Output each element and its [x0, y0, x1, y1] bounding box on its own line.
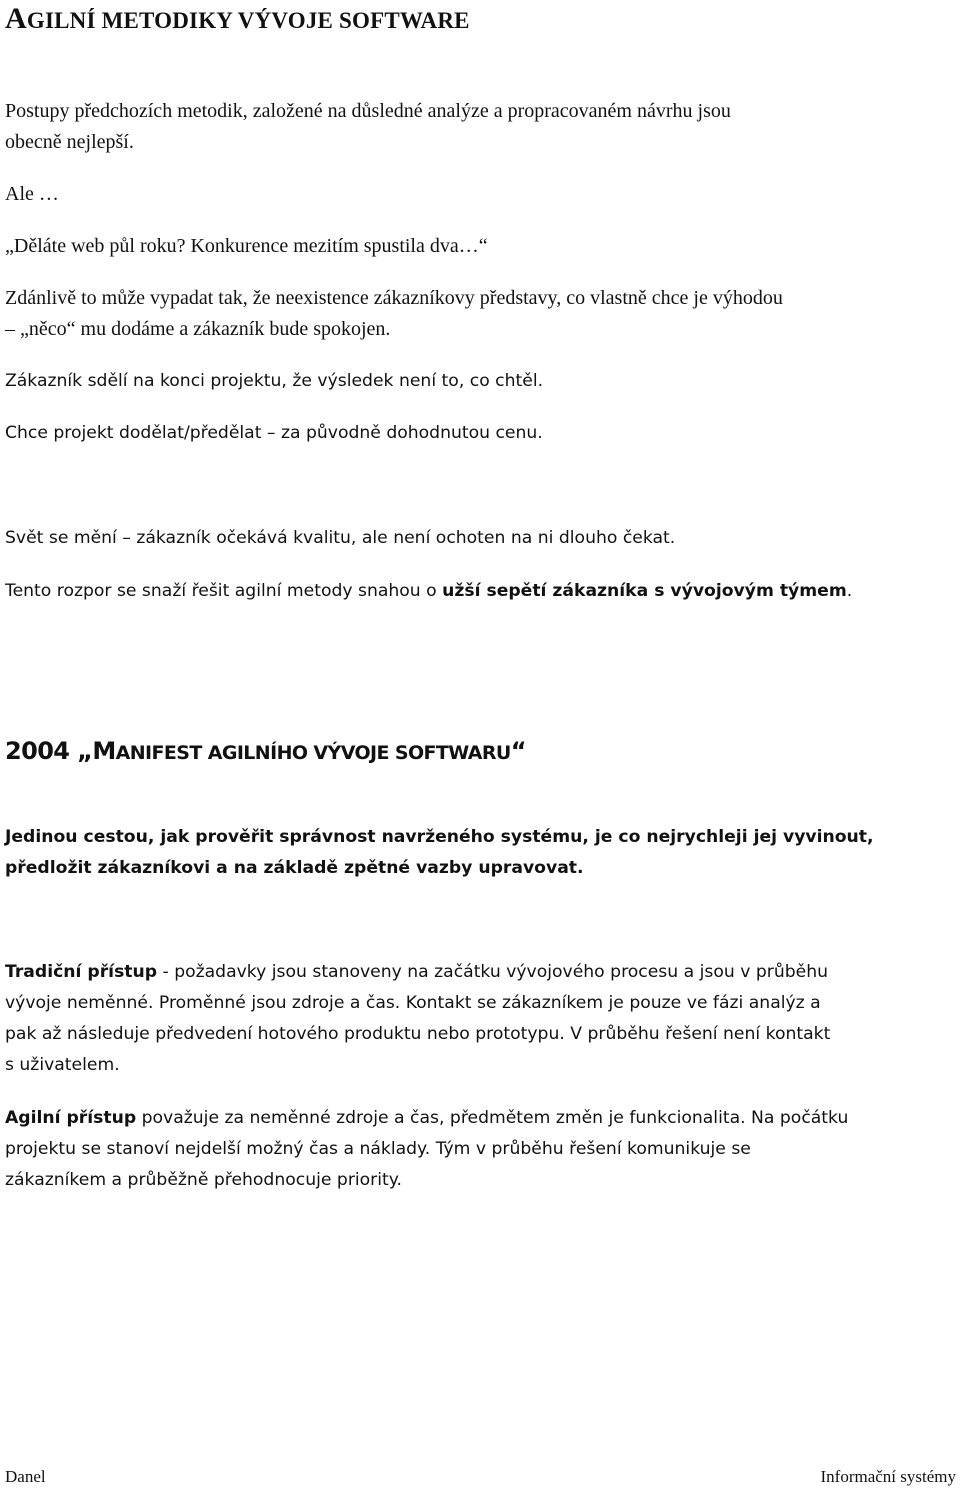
agile-line2: projektu se stanoví nejdelší možný čas a náklady. Tým v průběhu řešení komunikuje se: [5, 1139, 751, 1159]
agile-term: Agilní přístup: [5, 1108, 137, 1128]
footer-author: Danel: [5, 1467, 46, 1486]
paragraph-intro-line2: obecně nejlepší.: [5, 131, 134, 153]
agile-line1-text: považuje za neměnné zdroje a čas, předmětem změn je funkcionalita. Na počátku: [136, 1108, 849, 1128]
traditional-line2: vývoje neměnné. Proměnné jsou zdroje a čas. Kontakt se zákazníkem je pouze ve fázi analýz a: [5, 993, 821, 1013]
traditional-term: Tradiční přístup: [5, 962, 158, 982]
manifesto-prefix: 2004 „: [5, 737, 93, 765]
manifesto-statement-line2: předložit zákazníkovi a na základě zpětné vazby upravovat.: [5, 858, 584, 878]
paragraph-ale: Ale …: [5, 183, 59, 205]
manifesto-statement-line1: Jedinou cestou, jak prověřit správnost navrženého systému, je co nejrychleji jej vyvinout,: [5, 827, 874, 847]
agile-line1: [5, 1103, 848, 1134]
traditional-line4: s uživatelem.: [5, 1055, 120, 1075]
paragraph-customer-end: Zákazník sdělí na konci projektu, že výsledek není to, co chtěl.: [5, 371, 544, 391]
manifesto-rest: ANIFEST AGILNÍHO VÝVOJE SOFTWARU: [115, 742, 511, 764]
paragraph-redo: Chce projekt dodělat/předělat – za původně dohodnutou cenu.: [5, 423, 543, 443]
page-title: [5, 0, 470, 40]
conflict-period: .: [846, 581, 853, 601]
paragraph-conflict: [5, 576, 852, 607]
paragraph-intro-line1: Postupy předchozích metodik, založené na důsledné analýze a propracovaném návrhu jsou: [5, 100, 731, 122]
title-initial: A: [5, 2, 27, 35]
conflict-emphasis: užší sepětí zákazníka s vývojovým týmem: [442, 581, 847, 601]
traditional-line1-text: - požadavky jsou stanoveny na začátku vývojového procesu a jsou v průběhu: [157, 962, 828, 982]
manifesto-initial: M: [92, 737, 116, 765]
paragraph-illusion-line1: Zdánlivě to může vypadat tak, že neexistence zákazníkovy představy, co vlastně chce je výhodou: [5, 287, 783, 309]
paragraph-world-changes: Svět se mění – zákazník očekává kvalitu, ale není ochoten na ni dlouho čekat.: [5, 528, 676, 548]
footer-course: Informační systémy: [820, 1467, 956, 1486]
paragraph-illusion-line2: – „něco“ mu dodáme a zákazník bude spokojen.: [5, 318, 391, 340]
agile-line3: zákazníkem a průběžně přehodnocuje priority.: [5, 1170, 402, 1190]
traditional-line1: [5, 957, 828, 988]
manifesto-suffix: “: [510, 737, 526, 765]
title-rest: GILNÍ METODIKY VÝVOJE SOFTWARE: [26, 8, 470, 33]
manifesto-heading: [5, 734, 526, 770]
paragraph-quote: „Děláte web půl roku? Konkurence mezitím spustila dva…“: [5, 235, 488, 257]
conflict-text: Tento rozpor se snaží řešit agilní metody snahou o: [5, 581, 443, 601]
traditional-line3: pak až následuje předvedení hotového produktu nebo prototypu. V průběhu řešení není kontakt: [5, 1024, 831, 1044]
